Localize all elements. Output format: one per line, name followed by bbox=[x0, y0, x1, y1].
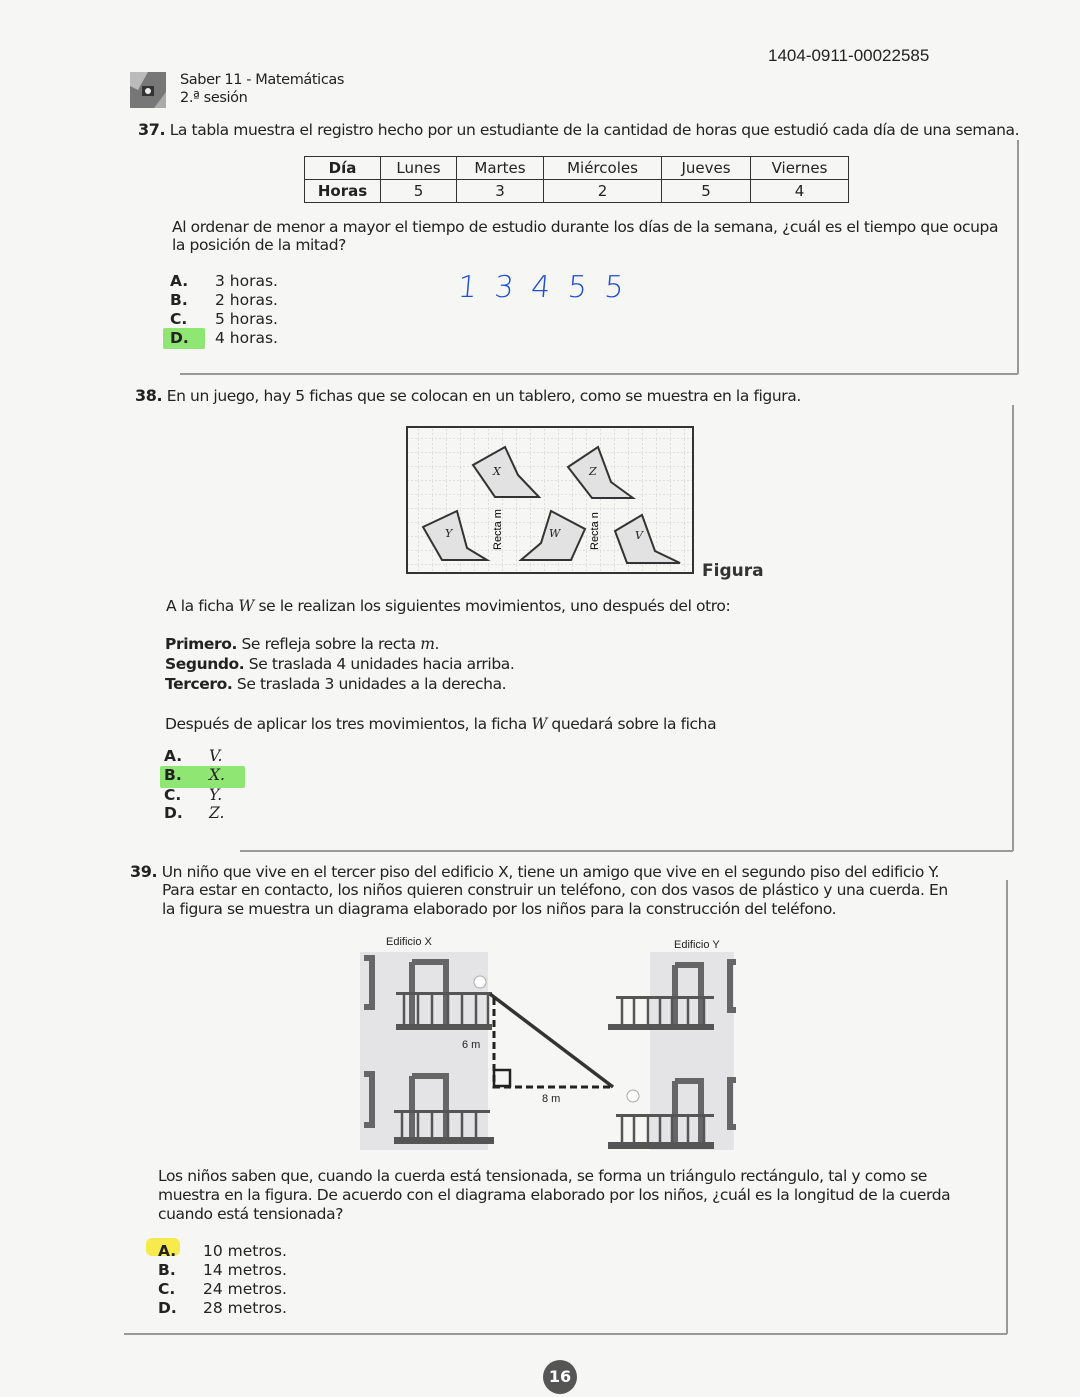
page-number: 16 bbox=[543, 1360, 577, 1394]
rope bbox=[490, 994, 613, 1087]
q37-option-b[interactable] bbox=[170, 291, 278, 309]
divider bbox=[1017, 140, 1019, 374]
option-text: X. bbox=[209, 766, 225, 784]
q37-stem: La tabla muestra el registro hecho por un estudiante de la cantidad de horas que estudió cada día de una semana. bbox=[169, 121, 1020, 139]
line-m-label: Recta m bbox=[492, 509, 504, 550]
table-cell: Jueves bbox=[662, 157, 751, 180]
q39-option-c[interactable] bbox=[158, 1280, 287, 1298]
q38-option-c[interactable] bbox=[164, 786, 222, 804]
booklet-code: 1404-0911-00022585 bbox=[768, 46, 930, 65]
option-text: 2 horas. bbox=[215, 291, 278, 309]
option-letter: C. bbox=[158, 1280, 176, 1298]
table-header: Horas bbox=[305, 180, 381, 203]
option-letter: C. bbox=[170, 310, 188, 328]
option-text: 24 metros. bbox=[203, 1280, 287, 1298]
q38-intro bbox=[166, 597, 730, 615]
option-text: Z. bbox=[209, 804, 225, 822]
q38-step bbox=[165, 635, 439, 653]
q39-stem-row bbox=[130, 862, 939, 881]
step-text: Se refleja sobre la recta bbox=[236, 635, 421, 653]
step-label: Tercero. bbox=[165, 675, 233, 693]
table-cell: 3 bbox=[457, 180, 544, 203]
option-text: 5 horas. bbox=[215, 310, 278, 328]
q38-stem: En un juego, hay 5 fichas que se colocan en un tablero, como se muestra en la figura. bbox=[166, 387, 801, 405]
q38-option-b[interactable] bbox=[164, 766, 225, 784]
q39-question: cuando está tensionada? bbox=[158, 1205, 344, 1223]
q39-option-d[interactable] bbox=[158, 1299, 287, 1317]
session-label: 2.ª sesión bbox=[180, 90, 248, 106]
building-y-label: Edificio Y bbox=[674, 939, 720, 951]
option-text: Y. bbox=[209, 786, 223, 804]
q37-number: 37. bbox=[138, 120, 166, 139]
option-letter: B. bbox=[170, 291, 188, 309]
var: m bbox=[420, 635, 435, 653]
piece-label: V bbox=[635, 529, 643, 542]
option-text: 10 metros. bbox=[203, 1242, 287, 1260]
divider bbox=[124, 1333, 1007, 1335]
var: W bbox=[531, 715, 547, 733]
option-letter: A. bbox=[170, 272, 189, 290]
divider bbox=[180, 373, 1018, 375]
logo-icon bbox=[130, 72, 166, 108]
q37-option-c[interactable] bbox=[170, 310, 278, 328]
option-text: 28 metros. bbox=[203, 1299, 287, 1317]
text: A la ficha bbox=[166, 597, 239, 615]
piece-label: Z bbox=[589, 465, 597, 478]
table-row bbox=[305, 180, 849, 203]
text: se le realizan los siguientes movimientos, uno después del otro: bbox=[253, 597, 731, 615]
q38-option-d[interactable] bbox=[164, 804, 224, 822]
q37-question-line: la posición de la mitad? bbox=[172, 236, 346, 254]
option-letter: D. bbox=[164, 804, 183, 822]
table-cell: Martes bbox=[457, 157, 544, 180]
table-cell: Lunes bbox=[381, 157, 457, 180]
q39-question: Los niños saben que, cuando la cuerda está tensionada, se forma un triángulo rectángulo, tal y como se bbox=[158, 1167, 928, 1185]
option-letter: D. bbox=[170, 329, 189, 347]
q39-stem: Un niño que vive en el tercer piso del edificio X, tiene un amigo que vive en el segundo piso del edificio Y. bbox=[161, 863, 939, 881]
table-cell: Miércoles bbox=[544, 157, 662, 180]
divider bbox=[1006, 880, 1008, 1334]
q39-number: 39. bbox=[130, 862, 158, 881]
option-letter: A. bbox=[164, 747, 183, 765]
q39-stem: Para estar en contacto, los niños quieren construir un teléfono, con dos vasos de plástico y una cuerda. En bbox=[162, 881, 948, 899]
option-letter: B. bbox=[164, 766, 182, 784]
table-cell: Viernes bbox=[751, 157, 849, 180]
step-label: Primero. bbox=[165, 635, 237, 653]
buildings-figure bbox=[358, 932, 742, 1152]
option-text: 3 horas. bbox=[215, 272, 278, 290]
hours-table bbox=[304, 156, 849, 203]
step-text: Se traslada 4 unidades hacia arriba. bbox=[244, 655, 515, 673]
q38-stem-row bbox=[135, 386, 801, 405]
option-text: 14 metros. bbox=[203, 1261, 287, 1279]
option-letter: A. bbox=[158, 1242, 177, 1260]
logo bbox=[130, 72, 166, 108]
divider bbox=[240, 850, 1013, 852]
piece-label: W bbox=[549, 527, 561, 540]
option-text: V. bbox=[209, 747, 223, 765]
table-cell: 4 bbox=[751, 180, 849, 203]
table-row bbox=[305, 157, 849, 180]
q37-question-line: Al ordenar de menor a mayor el tiempo de estudio durante los días de la semana, ¿cuál es el tiempo que ocupa bbox=[172, 218, 999, 236]
q39-stem: la figura se muestra un diagrama elaborado por los niños para la construcción del teléfono. bbox=[162, 900, 837, 918]
table-cell: 5 bbox=[662, 180, 751, 203]
piece-label: Y bbox=[445, 527, 453, 540]
option-letter: D. bbox=[158, 1299, 177, 1317]
step-label: Segundo. bbox=[165, 655, 245, 673]
option-letter: B. bbox=[158, 1261, 176, 1279]
subject-title: Saber 11 - Matemáticas bbox=[180, 72, 345, 88]
board-figure bbox=[405, 425, 697, 577]
q38-step bbox=[165, 675, 506, 693]
q37-option-d[interactable] bbox=[170, 329, 278, 347]
q39-question: muestra en la figura. De acuerdo con el diagrama elaborado por los niños, ¿cuál es la longitud de la cuerda bbox=[158, 1186, 951, 1204]
line-n-label: Recta n bbox=[589, 512, 601, 550]
q38-question bbox=[165, 715, 716, 733]
table-cell: 5 bbox=[381, 180, 457, 203]
option-text: 4 horas. bbox=[215, 329, 278, 347]
text: . bbox=[434, 635, 440, 653]
piece-label: X bbox=[493, 465, 501, 478]
horizontal-length: 8 m bbox=[542, 1093, 561, 1105]
table-cell: 2 bbox=[544, 180, 662, 203]
q38-option-a[interactable] bbox=[164, 747, 222, 765]
option-letter: C. bbox=[164, 786, 182, 804]
vertical-length: 6 m bbox=[462, 1039, 481, 1051]
text: Después de aplicar los tres movimientos, la ficha bbox=[165, 715, 532, 733]
handwritten-note: 1 3 4 5 5 bbox=[456, 270, 630, 305]
text: quedará sobre la ficha bbox=[546, 715, 717, 733]
q38-step bbox=[165, 655, 514, 673]
q39-option-b[interactable] bbox=[158, 1261, 287, 1279]
q39-option-a[interactable] bbox=[158, 1242, 287, 1260]
q38-number: 38. bbox=[135, 386, 163, 405]
q37-option-a[interactable] bbox=[170, 272, 278, 290]
table-header: Día bbox=[305, 157, 381, 180]
divider bbox=[1012, 405, 1014, 851]
step-text: Se traslada 3 unidades a la derecha. bbox=[232, 675, 507, 693]
figure-caption: Figura bbox=[702, 561, 764, 581]
var: W bbox=[238, 597, 254, 615]
building-x-label: Edificio X bbox=[386, 936, 432, 948]
q37-stem-row bbox=[138, 120, 1019, 139]
